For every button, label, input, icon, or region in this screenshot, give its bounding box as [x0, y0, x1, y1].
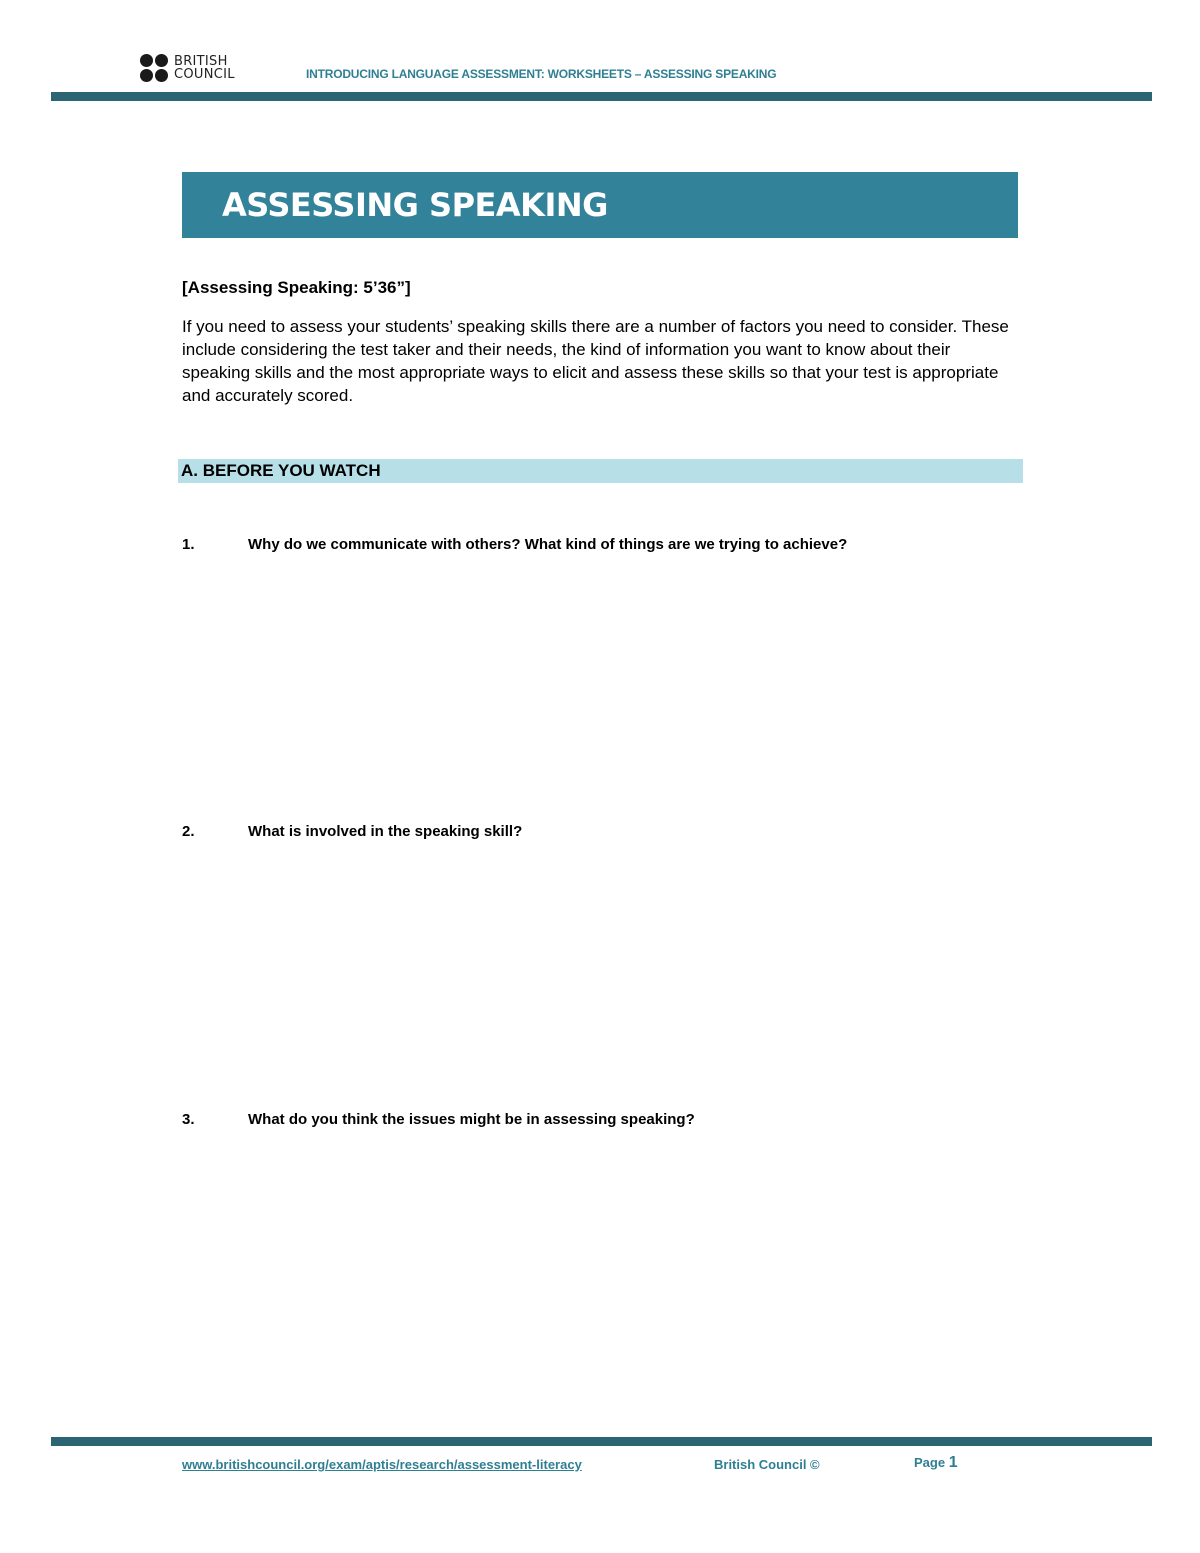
page-number: 1	[948, 1454, 958, 1471]
question-number: 1.	[182, 536, 195, 553]
video-reference: [Assessing Speaking: 5’36”]	[182, 278, 411, 297]
question-number: 2.	[182, 823, 195, 840]
question-1	[182, 536, 847, 553]
logo-line-2: COUNCIL	[174, 67, 235, 82]
logo-dots-icon	[140, 54, 168, 82]
question-2	[182, 823, 522, 840]
british-council-logo	[140, 54, 235, 82]
footer-link[interactable]: www.britishcouncil.org/exam/aptis/research/assessment-literacy	[182, 1457, 582, 1472]
logo-line-1: BRITISH	[174, 54, 228, 69]
question-text: What is involved in the speaking skill?	[248, 823, 523, 840]
question-3	[182, 1111, 695, 1128]
footer-page-number	[914, 1454, 958, 1472]
header-title: INTRODUCING LANGUAGE ASSESSMENT: WORKSHEETS – ASSESSING SPEAKING	[306, 67, 777, 81]
section-header	[178, 459, 1023, 483]
footer-divider	[51, 1437, 1152, 1446]
page-label: Page	[914, 1455, 946, 1470]
intro-paragraph: If you need to assess your students’ speaking skills there are a number of factors you need to consider. These include considering the test taker and their needs, the kind of information you want to know about their speaking skills and the most appropriate ways to elicit and assess these skills so that your test is appropriate and accurately scored.	[182, 317, 1009, 405]
page-title: ASSESSING SPEAKING	[222, 186, 608, 224]
header-divider	[51, 92, 1152, 101]
question-text: What do you think the issues might be in assessing speaking?	[248, 1111, 695, 1128]
question-text: Why do we communicate with others? What kind of things are we trying to achieve?	[248, 536, 848, 553]
title-banner	[182, 172, 1018, 238]
footer-copyright: British Council ©	[714, 1457, 820, 1472]
logo-text	[174, 55, 235, 81]
question-number: 3.	[182, 1111, 195, 1128]
section-title: A. BEFORE YOU WATCH	[181, 461, 381, 480]
